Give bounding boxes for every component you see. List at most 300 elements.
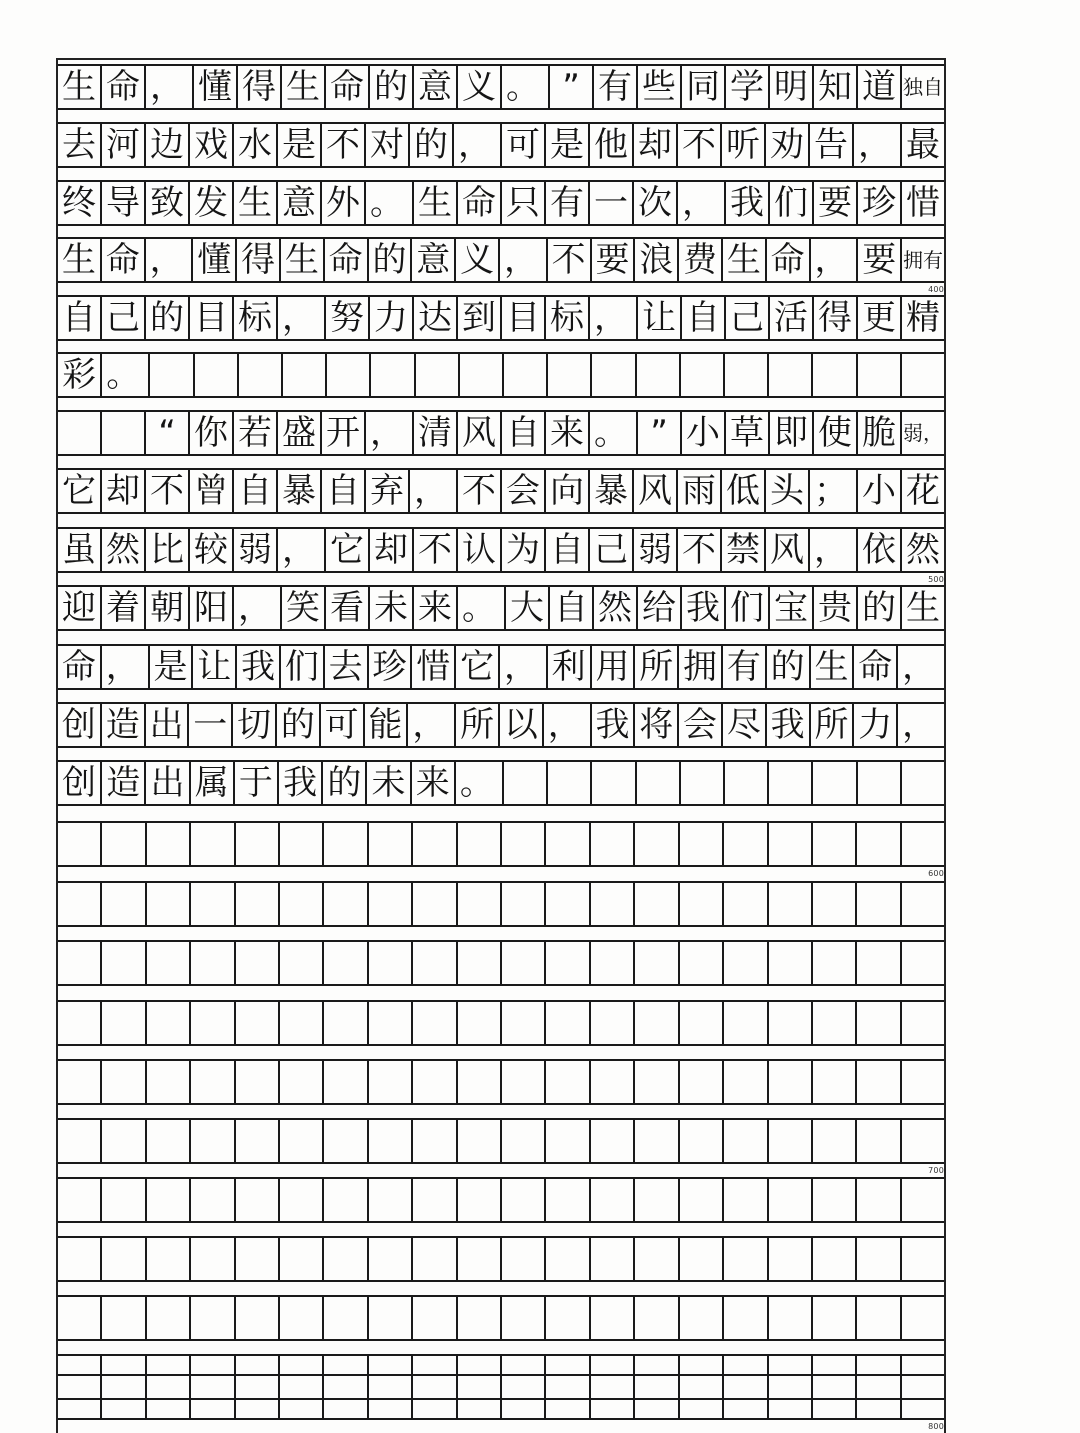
grid-cell (546, 1002, 590, 1044)
grid-cell (191, 883, 235, 925)
grid-cell (58, 1061, 102, 1103)
grid-cell: 宝 (770, 587, 814, 629)
grid-cell (725, 354, 769, 396)
grid-cell: 认 (458, 529, 502, 571)
grid-cell (502, 883, 546, 925)
grid-cell (458, 942, 502, 984)
grid-cell (813, 1002, 857, 1044)
grid-cell (902, 823, 944, 865)
grid-cell: 听 (722, 124, 766, 166)
grid-cell (504, 762, 548, 804)
grid-cell: 。 (102, 354, 150, 396)
grid-cell: 外 (322, 182, 366, 224)
grid-cell: 造 (102, 704, 146, 746)
grid-cell: 精 (906, 298, 940, 338)
grid-cell (413, 1061, 457, 1103)
grid-cell: 是 (150, 646, 194, 688)
grid-cell (369, 1120, 413, 1162)
grid-cell (902, 762, 944, 804)
word-count-marker: 700 (928, 1166, 944, 1175)
grid-cell (236, 1376, 280, 1418)
grid-cell (813, 823, 857, 865)
grid-row (58, 295, 944, 341)
grid-cell: 生 (281, 239, 325, 281)
grid-cell: 的 (767, 646, 811, 688)
grid-row (58, 410, 944, 456)
grid-cell: 费 (679, 239, 723, 281)
grid-cell (769, 354, 813, 396)
grid-cell: ， (678, 182, 726, 224)
grid-cell (236, 1002, 280, 1044)
grid-cell: 。 (456, 762, 504, 804)
grid-cell (102, 823, 146, 865)
grid-cell (280, 823, 324, 865)
grid-cell (769, 1061, 813, 1103)
grid-cell (458, 1297, 502, 1339)
grid-cell: “ (146, 412, 190, 454)
grid-cell (150, 354, 194, 396)
grid-cell (546, 1179, 590, 1221)
grid-cell (591, 942, 635, 984)
grid-cell (546, 823, 590, 865)
grid-cell (637, 354, 681, 396)
word-count-marker: 600 (928, 869, 944, 878)
grid-cell (58, 412, 102, 454)
grid-cell (502, 1297, 546, 1339)
grid-cell: 小 (858, 470, 902, 512)
grid-cell (858, 354, 902, 396)
grid-cell (458, 823, 502, 865)
grid-cell (680, 823, 724, 865)
grid-cell: 河 (102, 124, 146, 166)
grid-cell: 开 (322, 412, 366, 454)
grid-cell: 去 (325, 646, 369, 688)
grid-row (58, 644, 944, 690)
grid-cell: 命 (458, 182, 502, 224)
grid-cell (369, 823, 413, 865)
grid-cell (902, 1297, 944, 1339)
grid-cell: 我 (592, 704, 636, 746)
grid-cell (191, 942, 235, 984)
grid-cell (324, 942, 368, 984)
grid-cell: 些 (638, 66, 682, 108)
grid-cell: 脆 (858, 412, 902, 454)
grid-cell: 珍 (369, 646, 413, 688)
grid-cell (502, 1002, 546, 1044)
grid-cell (546, 1238, 590, 1280)
grid-cell: 自 (322, 470, 366, 512)
grid-cell (502, 1120, 546, 1162)
grid-row (58, 940, 944, 986)
grid-cell (591, 1002, 635, 1044)
grid-cell (858, 762, 902, 804)
grid-cell: 雨 (678, 470, 722, 512)
grid-row (58, 180, 944, 226)
grid-cell (280, 1238, 324, 1280)
grid-cell: 不 (548, 239, 592, 281)
grid-cell (591, 883, 635, 925)
grid-cell (236, 1297, 280, 1339)
grid-cell: 自 (58, 297, 102, 339)
grid-row (58, 1177, 944, 1223)
grid-cell (902, 354, 944, 396)
grid-cell (191, 823, 235, 865)
grid-cell (637, 762, 681, 804)
grid-cell (369, 1061, 413, 1103)
grid-cell (102, 942, 146, 984)
grid-cell: 创 (58, 704, 102, 746)
grid-cell (725, 762, 769, 804)
grid-cell: ， (544, 704, 592, 746)
grid-row (58, 64, 944, 110)
grid-row (58, 1118, 944, 1164)
grid-cell (458, 883, 502, 925)
grid-cell: 利 (548, 646, 592, 688)
grid-cell: 比 (146, 529, 190, 571)
grid-cell (635, 1238, 679, 1280)
grid-cell (369, 1002, 413, 1044)
grid-cell (413, 1238, 457, 1280)
grid-cell: 然 (906, 530, 940, 570)
grid-cell: 次 (634, 182, 678, 224)
grid-cell (591, 1238, 635, 1280)
grid-cell (280, 883, 324, 925)
grid-cell (635, 1376, 679, 1418)
grid-cell (681, 762, 725, 804)
grid-cell (191, 1297, 235, 1339)
grid-cell (857, 1061, 901, 1103)
grid-cell: 拥 (679, 646, 723, 688)
grid-cell (680, 1061, 724, 1103)
grid-cell: 造 (102, 762, 146, 804)
grid-cell: 弱， (903, 421, 943, 445)
grid-cell: 迎 (58, 587, 102, 629)
grid-cell (324, 1002, 368, 1044)
grid-cell: ， (408, 704, 456, 746)
grid-cell: 生 (811, 646, 855, 688)
grid-cell: 它 (456, 646, 500, 688)
grid-cell (546, 883, 590, 925)
grid-cell (680, 883, 724, 925)
grid-cell: 向 (546, 470, 590, 512)
grid-cell: 同 (682, 66, 726, 108)
grid-cell: 珍 (858, 182, 902, 224)
grid-cell (413, 942, 457, 984)
grid-cell: ； (810, 470, 858, 512)
grid-cell (546, 942, 590, 984)
grid-row (58, 237, 944, 283)
grid-cell: ， (854, 124, 902, 166)
grid-cell: 笑 (282, 587, 326, 629)
grid-cell: 弱 (234, 529, 278, 571)
grid-cell (413, 1179, 457, 1221)
grid-cell: 自 (546, 529, 590, 571)
grid-cell (195, 354, 239, 396)
grid-cell (147, 1061, 191, 1103)
grid-cell (102, 412, 146, 454)
grid-cell (591, 823, 635, 865)
grid-cell: 盛 (278, 412, 322, 454)
grid-cell (280, 1179, 324, 1221)
grid-cell: 意 (278, 182, 322, 224)
grid-cell (502, 1238, 546, 1280)
grid-cell: 生 (282, 66, 326, 108)
grid-cell: 生 (414, 182, 458, 224)
grid-cell (324, 1376, 368, 1418)
grid-cell (769, 1376, 813, 1418)
grid-cell: ， (811, 239, 859, 281)
grid-cell (769, 1238, 813, 1280)
grid-cell (58, 1238, 102, 1280)
grid-cell: ， (902, 647, 937, 687)
grid-cell (191, 1238, 235, 1280)
grid-cell: ， (146, 66, 194, 108)
grid-cell: 较 (190, 529, 234, 571)
grid-cell (324, 1297, 368, 1339)
grid-cell (324, 883, 368, 925)
grid-cell: 戏 (190, 124, 234, 166)
grid-cell (236, 1061, 280, 1103)
grid-cell (460, 354, 504, 396)
grid-cell (857, 1179, 901, 1221)
grid-cell: 大 (506, 587, 550, 629)
grid-cell (546, 1297, 590, 1339)
grid-cell: ” (638, 412, 682, 454)
grid-cell: 目 (502, 297, 546, 339)
grid-cell: ， (146, 239, 194, 281)
grid-cell (546, 1061, 590, 1103)
grid-cell (147, 883, 191, 925)
grid-row (58, 1236, 944, 1282)
grid-cell (416, 354, 460, 396)
grid-row (58, 702, 944, 748)
grid-cell: 生 (58, 239, 102, 281)
grid-cell: ， (902, 705, 937, 745)
grid-cell: 它 (58, 470, 102, 512)
grid-cell (902, 1120, 944, 1162)
grid-cell (413, 1376, 457, 1418)
grid-cell: 所 (456, 704, 500, 746)
grid-cell: 看 (326, 587, 370, 629)
grid-cell (635, 823, 679, 865)
grid-cell (902, 1002, 944, 1044)
grid-cell: 命 (767, 239, 811, 281)
grid-cell (813, 1120, 857, 1162)
grid-cell (724, 1238, 768, 1280)
grid-cell: 的 (146, 297, 190, 339)
grid-cell: 去 (58, 124, 102, 166)
grid-cell: 命 (326, 66, 370, 108)
grid-cell: 最 (906, 125, 940, 165)
grid-cell: 义 (456, 239, 500, 281)
grid-cell (591, 1297, 635, 1339)
grid-cell (680, 1179, 724, 1221)
grid-cell (236, 942, 280, 984)
grid-cell: 所 (635, 646, 679, 688)
grid-cell (58, 1120, 102, 1162)
grid-cell: 义 (458, 66, 502, 108)
grid-cell: 标 (234, 297, 278, 339)
grid-cell: 明 (770, 66, 814, 108)
grid-cell: 命 (102, 239, 146, 281)
grid-cell: 草 (726, 412, 770, 454)
grid-cell: 是 (278, 124, 322, 166)
grid-cell: 以 (500, 704, 544, 746)
grid-cell (680, 1120, 724, 1162)
grid-cell: 惜 (412, 646, 456, 688)
grid-cell (58, 883, 102, 925)
grid-cell (591, 1179, 635, 1221)
grid-cell: 头 (766, 470, 810, 512)
grid-cell (724, 942, 768, 984)
grid-cell: 要 (858, 239, 902, 281)
grid-cell (591, 1061, 635, 1103)
grid-cell (236, 883, 280, 925)
grid-cell (681, 354, 725, 396)
grid-row (58, 1295, 944, 1341)
grid-cell (592, 354, 636, 396)
grid-cell (902, 942, 944, 984)
grid-cell: 对 (366, 124, 410, 166)
grid-cell (813, 1238, 857, 1280)
grid-cell: ， (102, 646, 150, 688)
grid-cell (58, 1002, 102, 1044)
grid-cell (191, 1002, 235, 1044)
grid-cell (191, 1376, 235, 1418)
grid-cell (58, 823, 102, 865)
grid-cell: 未 (367, 762, 411, 804)
grid-cell: ， (810, 529, 858, 571)
grid-cell (102, 1179, 146, 1221)
grid-cell: 暴 (590, 470, 634, 512)
grid-cell (102, 1238, 146, 1280)
grid-row (58, 585, 944, 631)
grid-cell: 命 (325, 239, 369, 281)
grid-cell: 切 (233, 704, 277, 746)
grid-cell: 创 (58, 762, 102, 804)
grid-cell: 弱 (634, 529, 678, 571)
grid-cell (147, 1179, 191, 1221)
grid-cell: 清 (414, 412, 458, 454)
grid-row (58, 122, 944, 168)
grid-cell (813, 1179, 857, 1221)
grid-cell (769, 942, 813, 984)
grid-cell (813, 883, 857, 925)
grid-cell (102, 883, 146, 925)
grid-cell (769, 1002, 813, 1044)
grid-cell: 暴 (278, 470, 322, 512)
grid-cell (502, 1376, 546, 1418)
grid-cell: 生 (58, 66, 102, 108)
grid-cell (369, 1238, 413, 1280)
grid-cell: 然 (102, 529, 146, 571)
grid-cell (680, 942, 724, 984)
grid-cell (769, 1297, 813, 1339)
grid-cell: 出 (146, 704, 190, 746)
grid-cell (236, 1120, 280, 1162)
grid-cell (813, 1297, 857, 1339)
grid-cell: 不 (458, 470, 502, 512)
grid-cell: 惜 (906, 183, 940, 223)
grid-cell (236, 823, 280, 865)
grid-cell (102, 1297, 146, 1339)
grid-cell: 来 (414, 587, 458, 629)
grid-cell (769, 1179, 813, 1221)
grid-cell: 力 (370, 297, 414, 339)
grid-cell (813, 1061, 857, 1103)
grid-cell (102, 1120, 146, 1162)
grid-cell (280, 1120, 324, 1162)
grid-row (58, 1000, 944, 1046)
grid-cell (324, 1061, 368, 1103)
grid-cell (857, 1002, 901, 1044)
grid-cell (724, 823, 768, 865)
grid-cell: 未 (370, 587, 414, 629)
grid-cell (769, 823, 813, 865)
grid-cell (635, 883, 679, 925)
grid-cell (413, 883, 457, 925)
grid-cell (324, 1238, 368, 1280)
grid-cell: 我 (237, 646, 281, 688)
grid-cell: 生 (234, 182, 278, 224)
grid-cell (58, 1376, 102, 1418)
grid-cell (280, 1061, 324, 1103)
grid-cell (458, 1376, 502, 1418)
grid-cell: 即 (770, 412, 814, 454)
grid-row (58, 527, 944, 573)
grid-cell (591, 1120, 635, 1162)
grid-cell: 们 (281, 646, 325, 688)
grid-cell: 于 (235, 762, 279, 804)
grid-cell (813, 1376, 857, 1418)
grid-cell (502, 823, 546, 865)
grid-cell (191, 1179, 235, 1221)
grid-cell (58, 1297, 102, 1339)
grid-cell (857, 1120, 901, 1162)
grid-cell: 却 (370, 529, 414, 571)
grid-cell (857, 942, 901, 984)
grid-cell: 得 (238, 66, 282, 108)
grid-cell (769, 883, 813, 925)
grid-cell: 风 (458, 412, 502, 454)
grid-cell (504, 354, 548, 396)
grid-cell: 有 (723, 646, 767, 688)
grid-row (58, 352, 944, 398)
grid-cell: ， (410, 470, 458, 512)
grid-row (58, 1059, 944, 1105)
grid-cell: 一 (590, 182, 634, 224)
grid-cell: 来 (546, 412, 590, 454)
grid-cell: 使 (814, 412, 858, 454)
grid-cell: 到 (458, 297, 502, 339)
grid-cell: 己 (726, 297, 770, 339)
grid-cell: 不 (322, 124, 366, 166)
grid-cell: ， (366, 412, 414, 454)
grid-cell (102, 1002, 146, 1044)
grid-cell: 劝 (766, 124, 810, 166)
grid-cell: 虽 (58, 529, 102, 571)
grid-cell (635, 1179, 679, 1221)
grid-cell: ， (590, 297, 638, 339)
grid-cell (592, 762, 636, 804)
grid-cell (548, 354, 592, 396)
grid-cell: 致 (146, 182, 190, 224)
grid-cell: 我 (682, 587, 726, 629)
grid-cell: 小 (682, 412, 726, 454)
grid-cell: 若 (234, 412, 278, 454)
grid-cell: 己 (590, 529, 634, 571)
grid-cell: 尽 (723, 704, 767, 746)
